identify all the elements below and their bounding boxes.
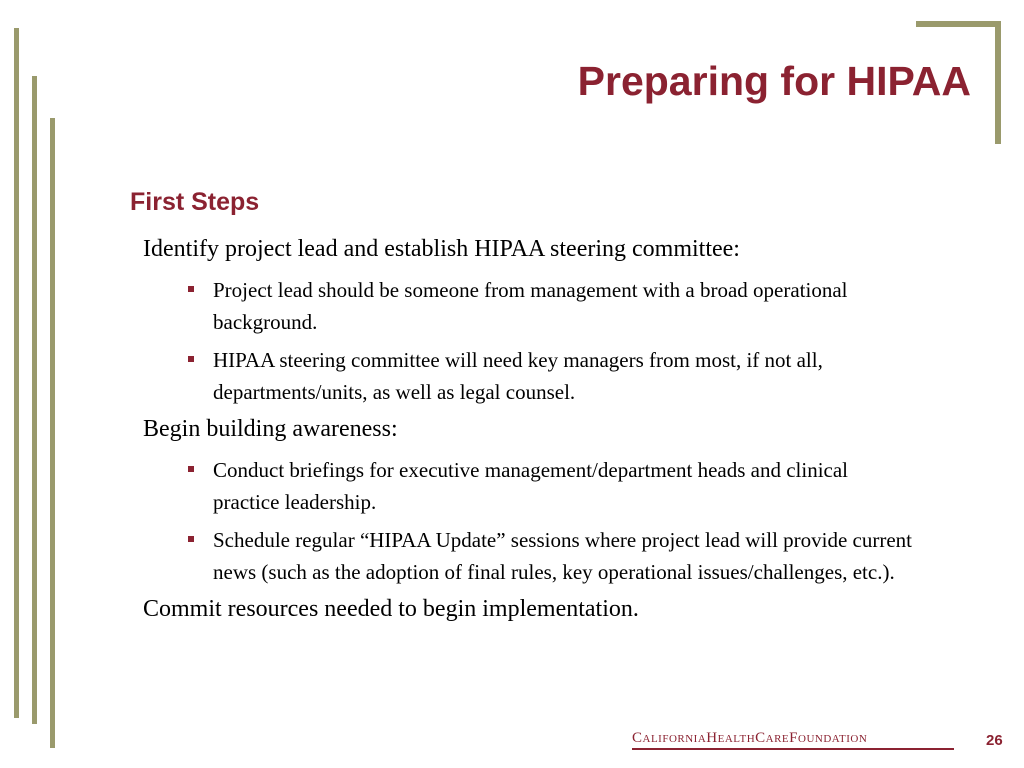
sub-bullet-1-2 — [143, 344, 913, 408]
bullet-square-icon — [188, 466, 194, 472]
sub-bullet-text: Project lead should be someone from management with a broad operational background. — [213, 278, 848, 334]
slide-title: Preparing for HIPAA — [577, 58, 971, 104]
footer-underline — [632, 748, 954, 750]
decorative-bar-2 — [32, 76, 37, 724]
sub-bullet-2-2 — [143, 524, 913, 588]
sub-bullet-text: Conduct briefings for executive management/department heads and clinical practice leadership. — [213, 458, 849, 514]
corner-bracket-top — [916, 21, 1001, 27]
bullet-item-2: Begin building awareness: — [143, 416, 398, 442]
decorative-bar-1 — [14, 28, 19, 718]
bullet-square-icon — [188, 286, 194, 292]
page-number: 26 — [986, 732, 1003, 749]
sub-bullet-1-1 — [143, 274, 913, 338]
bullet-item-1: Identify project lead and establish HIPAA steering committee: — [143, 236, 740, 262]
slide-subtitle: First Steps — [130, 188, 260, 216]
sub-bullet-2-1 — [143, 454, 913, 518]
footer-organization-logo: CaliforniaHealthCareFoundation — [632, 730, 868, 746]
bullet-item-3: Commit resources needed to begin implementation. — [143, 596, 639, 622]
corner-bracket-side — [995, 21, 1001, 144]
bullet-square-icon — [188, 536, 194, 542]
decorative-bar-3 — [50, 118, 55, 748]
bullet-square-icon — [188, 356, 194, 362]
slide-content — [143, 234, 973, 634]
sub-bullet-text: Schedule regular “HIPAA Update” sessions where project lead will provide current news (such as the adoption of final rules, key operational issues/challenges, etc.). — [213, 528, 913, 584]
sub-bullet-text: HIPAA steering committee will need key managers from most, if not all, departments/units, as well as legal counsel. — [213, 348, 823, 404]
